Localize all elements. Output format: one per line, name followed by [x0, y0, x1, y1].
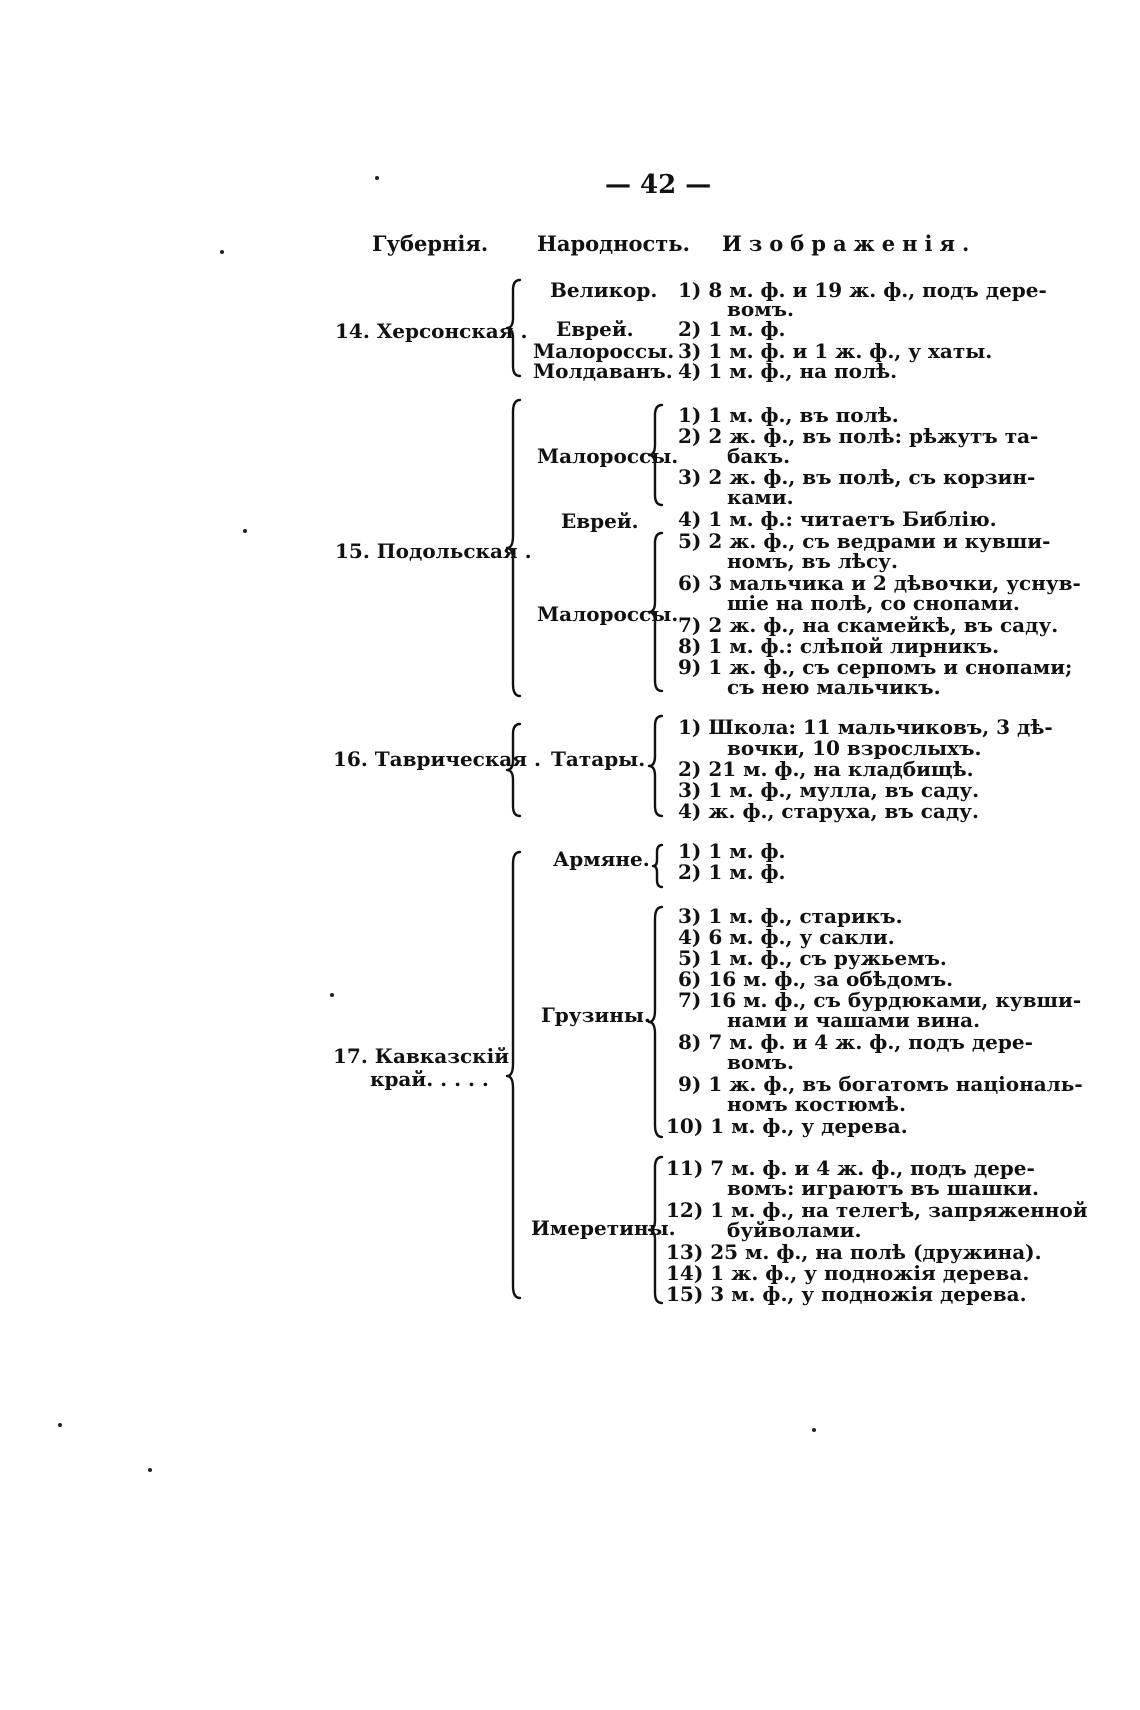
g17-item-6: 6) 16 м. ф., за обѣдомъ. [678, 967, 954, 991]
g15-item-9b: съ нею мальчикъ. [727, 675, 941, 699]
print-speck [220, 250, 224, 254]
g17-item-11b: вомъ: играютъ въ шашки. [727, 1176, 1039, 1200]
print-speck [330, 993, 334, 997]
g15-item-2a: 2) 2 ж. ф., въ полѣ: рѣжутъ та- [678, 424, 1039, 448]
g14-nation-3: Малороссы. [533, 339, 675, 363]
g15-item-5a: 5) 2 ж. ф., съ ведрами и кувши- [678, 529, 1051, 553]
g15-item-7: 7) 2 ж. ф., на скамейкѣ, въ саду. [678, 613, 1059, 637]
g15-item-5b: номъ, въ лѣсу. [727, 549, 898, 573]
g15-item-6b: шіе на полѣ, со снопами. [727, 591, 1020, 615]
g17-item-2: 2) 1 м. ф. [678, 860, 786, 884]
print-speck [243, 529, 247, 533]
g17-item-9b: номъ костюмѣ. [727, 1092, 906, 1116]
g16-item-4: 4) ж. ф., старуха, въ саду. [678, 799, 979, 823]
header-gubernia: Губернія. [372, 231, 489, 256]
gubernia-16-brace [506, 722, 526, 818]
g16-item-1b: вочки, 10 взрослыхъ. [727, 736, 982, 760]
header-narodnost: Народность. [537, 231, 690, 256]
gubernia-14-name: 14. Херсонская . [335, 319, 528, 343]
g17-nation-3: Имеретины. [531, 1216, 676, 1240]
g17-item-15: 15) 3 м. ф., у подножія дерева. [666, 1282, 1027, 1306]
print-speck [375, 176, 379, 180]
g17-item-11a: 11) 7 м. ф. и 4 ж. ф., подъ дере- [666, 1156, 1035, 1180]
g15-nation-2: Еврей. [561, 509, 639, 533]
print-speck [148, 1468, 152, 1472]
gubernia-17-name-b: край. . . . . [370, 1067, 489, 1091]
gubernia-15-name: 15. Подольская . [335, 539, 532, 563]
g17-item-12b: буйволами. [727, 1218, 862, 1242]
g15-nation-1-brace [648, 403, 668, 507]
g14-item-4: 4) 1 м. ф., на полѣ. [678, 359, 898, 383]
gubernia-17-name-a: 17. Кавказскій [333, 1044, 510, 1068]
g14-item-2: 2) 1 м. ф. [678, 317, 786, 341]
g17-item-4: 4) 6 м. ф., у сакли. [678, 925, 895, 949]
g15-nation-3-brace [648, 531, 668, 693]
page-number: — 42 — [605, 170, 712, 200]
g14-nation-2: Еврей. [556, 317, 634, 341]
g17-item-13: 13) 25 м. ф., на полѣ (дружина). [666, 1240, 1042, 1264]
g17-item-5: 5) 1 м. ф., съ ружьемъ. [678, 946, 947, 970]
g17-nation-2: Грузины. [541, 1003, 651, 1027]
g17-nation-3-brace [648, 1155, 668, 1305]
g17-item-7b: нами и чашами вина. [727, 1008, 981, 1032]
g17-nation-1-brace [652, 843, 668, 889]
gubernia-15-brace [506, 398, 526, 700]
g14-item-3: 3) 1 м. ф. и 1 ж. ф., у хаты. [678, 339, 993, 363]
g17-item-1: 1) 1 м. ф. [678, 839, 786, 863]
g14-item-1a: 1) 8 м. ф. и 19 ж. ф., подъ дере- [678, 278, 1047, 302]
g16-nation-1: Татары. [551, 747, 646, 771]
g17-nation-1: Армяне. [553, 847, 650, 871]
g15-item-4: 4) 1 м. ф.: читаетъ Библію. [678, 507, 997, 531]
g15-item-1: 1) 1 м. ф., въ полѣ. [678, 403, 899, 427]
g15-nation-3: Малороссы. [537, 602, 679, 626]
g17-nation-2-brace [648, 905, 668, 1139]
g14-nation-1: Великор. [550, 278, 658, 302]
g17-item-3: 3) 1 м. ф., старикъ. [678, 904, 903, 928]
g15-nation-1: Малороссы. [537, 444, 679, 468]
print-speck [812, 1428, 816, 1432]
header-izobrazhenia: Изображенія. [722, 231, 977, 256]
print-speck [58, 1423, 62, 1427]
gubernia-14-brace [506, 278, 526, 378]
g17-item-12a: 12) 1 м. ф., на телегѣ, запряженной [666, 1198, 1088, 1222]
gubernia-17-brace [506, 850, 526, 1300]
g15-item-9a: 9) 1 ж. ф., съ серпомъ и снопами; [678, 655, 1073, 679]
gubernia-16-name: 16. Таврическая . [333, 747, 541, 771]
g14-item-1b: вомъ. [727, 297, 794, 321]
g16-nation-1-brace [648, 714, 668, 818]
g17-item-9a: 9) 1 ж. ф., въ богатомъ національ- [678, 1072, 1083, 1096]
g15-item-2b: бакъ. [727, 444, 791, 468]
g16-item-2: 2) 21 м. ф., на кладбищѣ. [678, 757, 974, 781]
g17-item-10: 10) 1 м. ф., у дерева. [666, 1114, 908, 1138]
g17-item-14: 14) 1 ж. ф., у подножія дерева. [666, 1261, 1030, 1285]
g17-item-8b: вомъ. [727, 1050, 794, 1074]
g17-item-8a: 8) 7 м. ф. и 4 ж. ф., подъ дере- [678, 1030, 1033, 1054]
g17-item-7a: 7) 16 м. ф., съ бурдюками, кувши- [678, 988, 1082, 1012]
g16-item-3: 3) 1 м. ф., мулла, въ саду. [678, 778, 980, 802]
g15-item-3a: 3) 2 ж. ф., въ полѣ, съ корзин- [678, 465, 1036, 489]
g15-item-6a: 6) 3 мальчика и 2 дѣвочки, уснув- [678, 571, 1081, 595]
g15-item-8: 8) 1 м. ф.: слѣпой лирникъ. [678, 634, 1000, 658]
g14-nation-4: Молдаванъ. [533, 359, 673, 383]
g16-item-1a: 1) Школа: 11 мальчиковъ, 3 дѣ- [678, 715, 1053, 739]
g15-item-3b: ками. [727, 485, 794, 509]
